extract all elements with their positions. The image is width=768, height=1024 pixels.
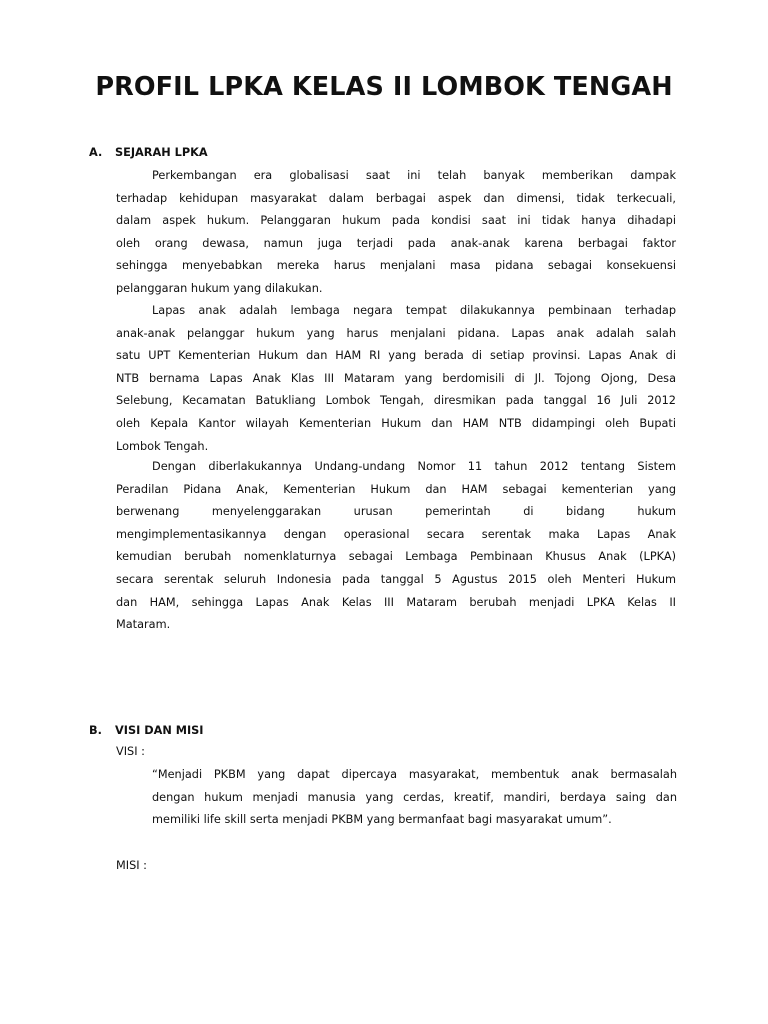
visi-label: VISI : — [116, 745, 145, 758]
visi-text — [152, 764, 677, 832]
visi-line: dengan hukum menjadi manusia yang cerdas, kreatif, mandiri, berdaya saing dan — [152, 790, 677, 804]
section-b-heading — [89, 724, 389, 738]
paragraph-line: sehingga menyebabkan mereka harus menjalani masa pidana sebagai konsekuensi — [116, 259, 676, 273]
paragraph-line: oleh Kepala Kantor wilayah Kementerian Hukum dan HAM NTB didampingi oleh Bupati — [116, 416, 676, 430]
paragraph-line: Perkembangan era globalisasi saat ini telah banyak memberikan dampak — [152, 169, 676, 182]
paragraph-line: Dengan diberlakukannya Undang-undang Nomor 11 tahun 2012 tentang Sistem — [152, 460, 676, 473]
paragraph-line: Peradilan Pidana Anak, Kementerian Hukum dan HAM sebagai kementerian yang — [116, 482, 676, 496]
paragraph-line: Lapas anak adalah lembaga negara tempat dilakukannya pembinaan terhadap — [152, 304, 676, 317]
paragraph-line: secara serentak seluruh Indonesia pada tanggal 5 Agustus 2015 oleh Menteri Hukum — [116, 572, 676, 586]
visi-line: memiliki life skill serta menjadi PKBM yang bermanfaat bagi masyarakat umum”. — [152, 813, 612, 827]
page-title: PROFIL LPKA KELAS II LOMBOK TENGAH — [95, 72, 673, 102]
section-b-title: VISI DAN MISI — [115, 724, 204, 737]
paragraph-line: dan HAM, sehingga Lapas Anak Kelas III Mataram berubah menjadi LPKA Kelas II — [116, 595, 676, 609]
section-a-paragraph-3 — [116, 456, 676, 637]
paragraph-line: NTB bernama Lapas Anak Klas III Mataram yang berdomisili di Jl. Tojong Ojong, Desa — [116, 371, 676, 385]
section-a-title: SEJARAH LPKA — [115, 146, 208, 159]
misi-label: MISI : — [116, 859, 147, 872]
paragraph-line: Mataram. — [116, 618, 171, 632]
section-a-paragraph-2 — [116, 300, 676, 458]
paragraph-line: satu UPT Kementerian Hukum dan HAM RI yang berada di setiap provinsi. Lapas Anak di — [116, 349, 676, 363]
paragraph-line: berwenang menyelenggarakan urusan pemerintah di bidang hukum — [116, 505, 676, 519]
paragraph-line: oleh orang dewasa, namun juga terjadi pada anak-anak karena berbagai faktor — [116, 236, 676, 250]
paragraph-line: terhadap kehidupan masyarakat dalam berbagai aspek dan dimensi, tidak terkecuali, — [116, 191, 676, 205]
section-a-paragraph-1 — [116, 165, 676, 301]
paragraph-line: anak-anak pelanggar hukum yang harus menjalani pidana. Lapas anak adalah salah — [116, 326, 676, 340]
visi-line: “Menjadi PKBM yang dapat dipercaya masyarakat, membentuk anak bermasalah — [152, 768, 677, 781]
paragraph-line: pelanggaran hukum yang dilakukan. — [116, 281, 323, 295]
section-a-letter: A. — [89, 146, 103, 159]
paragraph-line: Lombok Tengah. — [116, 439, 209, 453]
paragraph-line: kemudian berubah nomenklaturnya sebagai Lembaga Pembinaan Khusus Anak (LPKA) — [116, 550, 676, 564]
section-b-letter: B. — [89, 724, 102, 737]
paragraph-line: dalam aspek hukum. Pelanggaran hukum pada kondisi saat ini tidak hanya dihadapi — [116, 214, 676, 228]
paragraph-line: Selebung, Kecamatan Batukliang Lombok Tengah, diresmikan pada tanggal 16 Juli 2012 — [116, 394, 676, 408]
paragraph-line: mengimplementasikannya dengan operasional secara serentak maka Lapas Anak — [116, 527, 676, 541]
section-a-heading — [89, 146, 389, 160]
